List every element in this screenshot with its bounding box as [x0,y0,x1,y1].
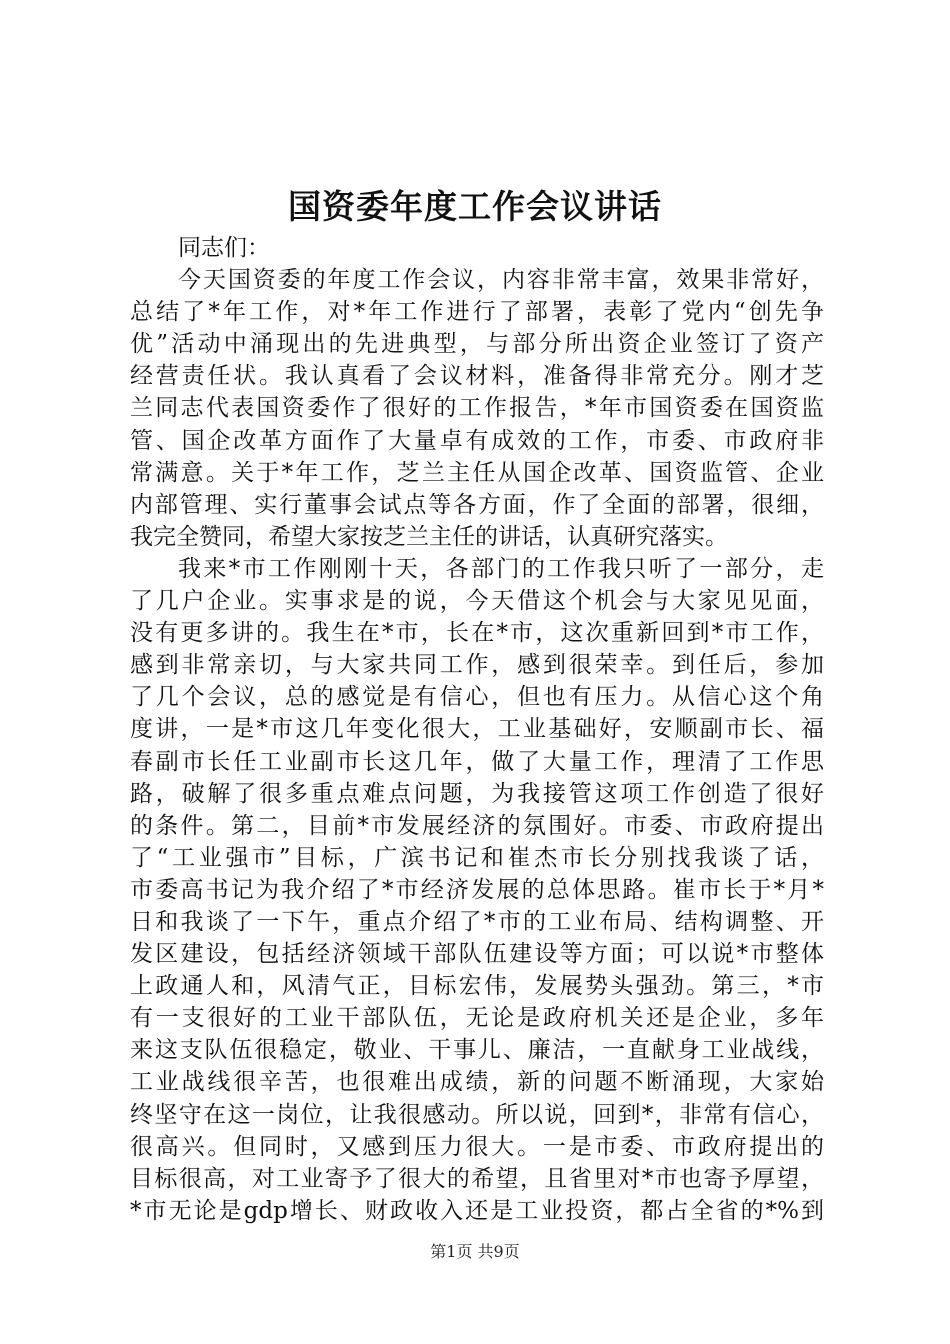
body-line: 终坚守在这一岗位，让我很感动。所以说，回到*，非常有信心， [130,1101,824,1128]
body-line: 工业战线很辛苦，也很难出成绩，新的问题不断涌现，大家始 [130,1069,824,1096]
body-line: 度讲，一是*市这几年变化很大，工业基础好，安顺副市长、福 [130,716,824,743]
body-line: 发区建设，包括经济领域干部队伍建设等方面；可以说*市整体 [130,941,824,968]
body-line: 我来*市工作刚刚十天，各部门的工作我只听了一部分，走 [178,555,824,582]
body-line: 经营责任状。我认真看了会议材料，准备得非常充分。刚才芝 [130,363,824,390]
body-line: 兰同志代表国资委作了很好的工作报告，*年市国资委在国资监 [130,395,824,422]
body-line: 管、国企改革方面作了大量卓有成效的工作，市委、市政府非 [130,427,824,454]
body-line: 今天国资委的年度工作会议，内容非常丰富，效果非常好， [178,267,824,294]
body-line: 了几户企业。实事求是的说，今天借这个机会与大家见见面， [130,588,824,615]
body-line: *市无论是gdp增长、财政收入还是工业投资，都占全省的*%到 [130,1197,824,1224]
page-footer: 第1页 共9页 [430,1242,520,1261]
body-line: 感到非常亲切，与大家共同工作，感到很荣幸。到任后，参加 [130,652,824,679]
body-line: 同志们： [178,235,270,261]
body-line: 内部管理、实行董事会试点等各方面，作了全面的部署，很细， [130,491,824,518]
body-line: 有一支很好的工业干部队伍，无论是政府机关还是企业，多年 [130,1005,824,1032]
body-line: 日和我谈了一下午，重点介绍了*市的工业布局、结构调整、开 [130,908,824,935]
body-line: 春副市长任工业副市长这几年，做了大量工作，理清了工作思 [130,748,824,775]
body-line: 路，破解了很多重点难点问题，为我接管这项工作创造了很好 [130,780,824,807]
body-line: 了“工业强市”目标，广滨书记和崔杰市长分别找我谈了话， [130,844,824,871]
body-line: 上政通人和，风清气正，目标宏伟，发展势头强劲。第三，*市 [130,973,824,1000]
document-body [130,232,824,1227]
body-line: 了几个会议，总的感觉是有信心，但也有压力。从信心这个角 [130,684,824,711]
body-line: 总结了*年工作，对*年工作进行了部署，表彰了党内“创先争 [130,299,824,326]
body-line: 没有更多讲的。我生在*市，长在*市，这次重新回到*市工作， [130,620,824,647]
body-line: 我完全赞同，希望大家按芝兰主任的讲话，认真研究落实。 [130,523,728,550]
body-line: 市委高书记为我介绍了*市经济发展的总体思路。崔市长于*月* [130,876,824,903]
body-line: 常满意。关于*年工作，芝兰主任从国企改革、国资监管、企业 [130,459,824,486]
body-line: 的条件。第二，目前*市发展经济的氛围好。市委、市政府提出 [130,812,824,839]
document-title: 国资委年度工作会议讲话 [288,187,662,226]
body-line: 很高兴。但同时，又感到压力很大。一是市委、市政府提出的 [130,1133,824,1160]
body-line: 优”活动中涌现出的先进典型，与部分所出资企业签订了资产 [130,331,824,358]
body-line: 来这支队伍很稳定，敬业、干事儿、廉洁，一直献身工业战线， [130,1037,824,1064]
body-line: 目标很高，对工业寄予了很大的希望，且省里对*市也寄予厚望， [130,1165,824,1192]
